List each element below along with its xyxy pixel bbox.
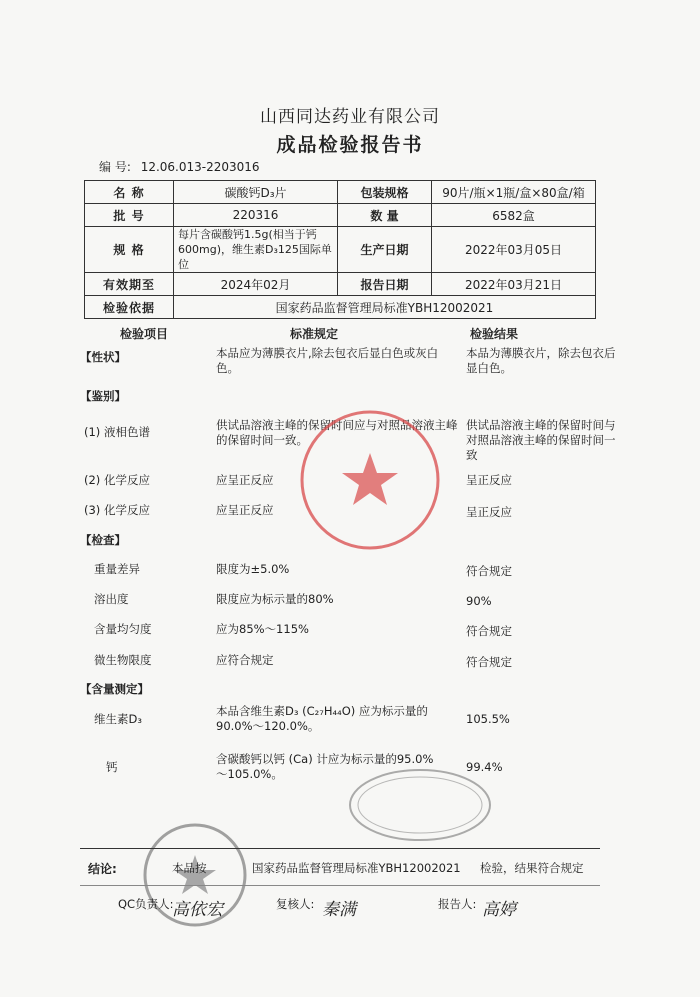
- basis-label: 检验依据: [85, 296, 174, 319]
- result-hplc: 供试品溶液主峰的保留时间与对照品溶液主峰的保留时间一致: [466, 418, 616, 462]
- spec-label: 规 格: [85, 227, 174, 273]
- result-appearance: 本品为薄膜衣片，除去包衣后显白色。: [466, 346, 616, 375]
- item-dissolution: 溶出度: [94, 592, 129, 606]
- standard-vitamin-d3: 本品含维生素D₃ (C₂₇H₄₄O) 应为标示量的90.0%～120.0%。: [216, 704, 428, 733]
- pack-label: 包装规格: [338, 181, 432, 204]
- item-weight-variation: 重量差异: [94, 562, 140, 576]
- report-date-label: 报告日期: [338, 273, 432, 296]
- result-dissolution: 90%: [466, 594, 492, 608]
- batch-label: 批 号: [85, 204, 174, 227]
- col-item-header: 检验项目: [120, 327, 169, 341]
- spec-value: 每片含碳酸钙1.5g(相当于钙600mg)，维生素D₃125国际单位: [174, 227, 338, 273]
- name-value: 碳酸钙D₃片: [174, 181, 338, 204]
- standard-content-uniformity: 应为85%～115%: [216, 622, 309, 636]
- result-content-uniformity: 符合规定: [466, 624, 512, 638]
- result-microbial-limit: 符合规定: [466, 655, 512, 669]
- doc-number-label: 编 号:: [99, 160, 131, 174]
- item-chem-reaction-3: (3) 化学反应: [84, 503, 150, 517]
- qty-label: 数 量: [338, 204, 432, 227]
- qty-value: 6582盒: [432, 204, 596, 227]
- standard-chem-reaction-3: 应呈正反应: [216, 503, 274, 517]
- expiry-value: 2024年02月: [174, 273, 338, 296]
- red-quality-stamp: [295, 405, 445, 555]
- report-title: 成品检验报告书: [276, 134, 424, 156]
- col-result-header: 检验结果: [470, 327, 519, 341]
- item-content-uniformity: 含量均匀度: [94, 622, 152, 636]
- doc-number: [99, 158, 260, 175]
- standard-weight-variation: 限度为±5.0%: [216, 562, 290, 576]
- col-standard-header: 标准规定: [290, 327, 339, 341]
- reviewer-label: 复核人:: [276, 897, 315, 911]
- standard-appearance: 本品应为薄膜衣片,除去包衣后显白色或灰白色。: [216, 346, 439, 375]
- item-calcium: 钙: [106, 760, 118, 774]
- doc-number-value: 12.06.013-2203016: [140, 160, 260, 174]
- footer-top-divider: [80, 848, 600, 849]
- item-chem-reaction-2: (2) 化学反应: [84, 473, 150, 487]
- conclusion-label: 结论:: [88, 862, 117, 876]
- item-assay: 【含量测定】: [80, 682, 149, 696]
- result-weight-variation: 符合规定: [466, 564, 512, 578]
- info-table: [84, 180, 596, 319]
- pack-value: 90片/瓶×1瓶/盒×80盒/箱: [432, 181, 596, 204]
- item-inspection: 【检查】: [80, 533, 126, 547]
- result-chem-reaction-3: 呈正反应: [466, 505, 512, 519]
- basis-value: 国家药品监督管理局标准YBH12002021: [174, 296, 596, 319]
- batch-value: 220316: [174, 204, 338, 227]
- standard-hplc: 供试品溶液主峰的保留时间应与对照品溶液主峰的保留时间一致。: [216, 418, 458, 447]
- qc-manager-label: QC负责人:: [118, 897, 174, 911]
- report-date-value: 2022年03月21日: [432, 273, 596, 296]
- conclusion-basis: 国家药品监督管理局标准YBH12002021: [252, 861, 461, 875]
- reporter-signature: 高婷: [482, 900, 516, 920]
- company-name: 山西同达药业有限公司: [260, 107, 440, 127]
- item-vitamin-d3: 维生素D₃: [94, 712, 142, 726]
- item-microbial-limit: 微生物限度: [94, 653, 152, 667]
- name-label: 名 称: [85, 181, 174, 204]
- standard-dissolution: 限度应为标示量的80%: [216, 592, 334, 606]
- result-calcium: 99.4%: [466, 760, 503, 774]
- item-hplc: (1) 液相色谱: [84, 425, 150, 439]
- standard-chem-reaction-2: 应呈正反应: [216, 473, 274, 487]
- item-identification: 【鉴别】: [80, 389, 126, 403]
- footer-bottom-divider: [80, 885, 600, 886]
- conclusion-result: 检验，结果符合规定: [480, 861, 584, 875]
- prod-date-label: 生产日期: [338, 227, 432, 273]
- reporter-label: 报告人:: [438, 897, 477, 911]
- prod-date-value: 2022年03月05日: [432, 227, 596, 273]
- gray-qc-stamp: [345, 765, 495, 845]
- standard-microbial-limit: 应符合规定: [216, 653, 274, 667]
- conclusion-prefix: 本品按: [172, 861, 207, 875]
- standard-calcium: 含碳酸钙以钙 (Ca) 计应为标示量的95.0%～105.0%。: [216, 752, 434, 781]
- result-vitamin-d3: 105.5%: [466, 712, 510, 726]
- qc-manager-signature: 高依宏: [172, 900, 223, 920]
- result-chem-reaction-2: 呈正反应: [466, 473, 512, 487]
- expiry-label: 有效期至: [85, 273, 174, 296]
- reviewer-signature: 秦满: [322, 900, 356, 920]
- item-appearance: 【性状】: [80, 350, 126, 364]
